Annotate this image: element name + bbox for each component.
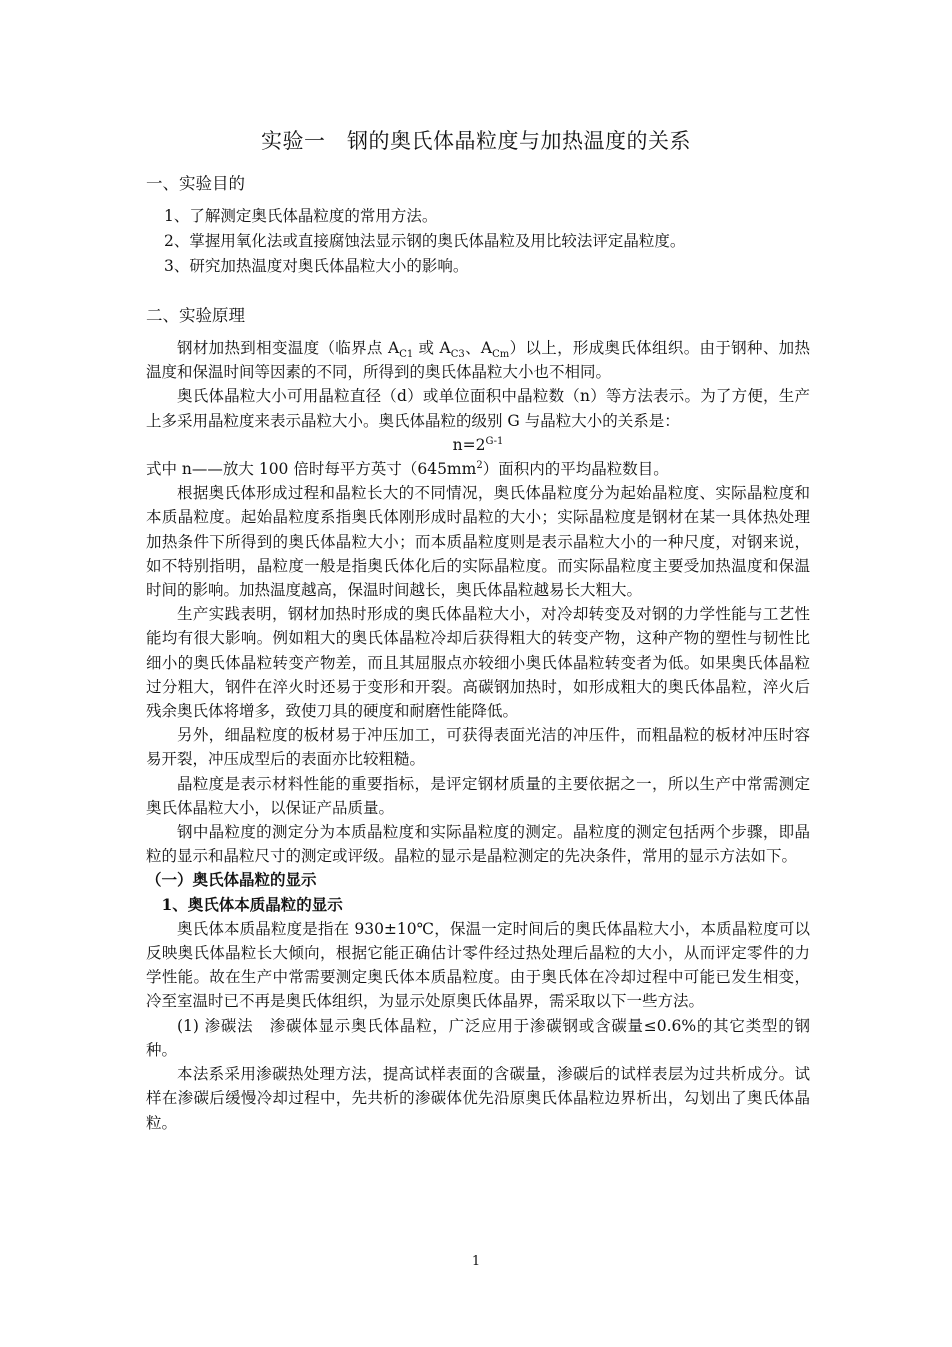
paragraph: (1) 渗碳法 渗碳体显示奥氏体晶粒，广泛应用于渗碳钢或含碳量≤0.6%的其它类型的钢种。 — [146, 1016, 810, 1059]
subscript: C1 — [399, 349, 414, 361]
subscript: C3 — [450, 349, 465, 361]
text-run: 钢材加热到相变温度（临界点 A — [177, 339, 400, 357]
formula-note — [146, 457, 810, 481]
paragraph: 根据奥氏体形成过程和晶粒长大的不同情况，奥氏体晶粒度分为起始晶粒度、实际晶粒度和本质晶粒度。起始晶粒度系指奥氏体刚形成时晶粒的大小；实际晶粒度是钢材在某一具体热处理加热条件下所得到的奥氏体晶粒大小；而本质晶粒度则是表示晶粒大小的一种尺度，对钢来说，如不特别指明，晶粒度一般是指奥氏体化后的实际晶粒度。而实际晶粒度主要受加热温度和保温时间的影响。加热温度越高，保温时间越长，奥氏体晶粒越易长大粗大。 — [146, 484, 810, 600]
paragraph: 奥氏体本质晶粒度是指在 930±10℃，保温一定时间后的奥氏体晶粒大小，本质晶粒度可以反映奥氏体晶粒长大倾向，根据它能正确估计零件经过热处理后晶粒的大小，从而评定零件的力学性能。故在生产中常需要测定奥氏体本质晶粒度。由于奥氏体在冷却过程中可能已发生相变，冷至室温时已不再是奥氏体组织，为显示处原奥氏体晶界，需采取以下一些方法。 — [146, 919, 810, 1011]
list-item: 1、了解测定奥氏体晶粒度的常用方法。 — [164, 207, 438, 225]
paragraph: 晶粒度是表示材料性能的重要指标，是评定钢材质量的主要依据之一，所以生产中常需测定奥氏体晶粒大小，以保证产品质量。 — [146, 774, 810, 817]
text-run: ）以上，形成奥氏体组织。由于钢种、加热温度和保温时间等因素的不同，所得到的奥氏体晶粒大小也不相同。 — [146, 339, 810, 382]
section-body — [146, 336, 810, 1135]
formula — [146, 433, 810, 457]
page-number: 1 — [471, 1254, 481, 1269]
text-run: ）面积内的平均晶粒数目。 — [482, 460, 669, 479]
formula-exponent: G-1 — [485, 435, 504, 447]
paragraph: 另外，细晶粒度的板材易于冲压加工，可获得表面光洁的冲压件，而粗晶粒的板材冲压时容易开裂，冲压成型后的表面亦比较粗糙。 — [146, 726, 810, 769]
formula-base: n=2 — [452, 435, 486, 454]
subscript: Cm — [492, 349, 510, 361]
paragraph: 本法系采用渗碳热处理方法，提高试样表面的含碳量，渗碳后的试样表层为过共析成分。试样在渗碳后缓慢冷却过程中，先共析的渗碳体优先沿原奥氏体晶粒边界析出，勾划出了奥氏体晶粒。 — [146, 1065, 810, 1132]
paragraph: 钢中晶粒度的测定分为本质晶粒度和实际晶粒度的测定。晶粒度的测定包括两个步骤，即晶粒的显示和晶粒尺寸的测定或评级。晶粒的显示是晶粒测定的先决条件，常用的显示方法如下。 — [146, 823, 810, 866]
text-run: 、A — [464, 339, 493, 357]
list-item: 2、掌握用氧化法或直接腐蚀法显示钢的奥氏体晶粒及用比较法评定晶粒度。 — [164, 232, 686, 250]
superscript: 2 — [476, 459, 483, 471]
section-heading-purpose: 一、实验目的 — [146, 174, 245, 193]
paragraph — [146, 336, 810, 384]
page-title: 实验一 钢的奥氏体晶粒度与加热温度的关系 — [261, 129, 691, 153]
section-heading-principle: 二、实验原理 — [146, 306, 245, 325]
text-run: 式中 n——放大 100 倍时每平方英寸（645mm — [146, 460, 477, 479]
text-run: 或 A — [413, 339, 451, 357]
paragraph: 生产实践表明，钢材加热时形成的奥氏体晶粒大小，对冷却转变及对钢的力学性能与工艺性能均有很大影响。例如粗大的奥氏体晶粒冷却后获得粗大的转变产物，这种产物的塑性与韧性比细小的奥氏体晶粒转变产物差，而且其屈服点亦较细小奥氏体晶粒转变者为低。如果奥氏体晶粒过分粗大，钢件在淬火时还易于变形和开裂。高碳钢加热时，如形成粗大的奥氏体晶粒，淬火后残余奥氏体将增多，致使刀具的硬度和耐磨性能降低。 — [146, 605, 810, 721]
list-item: 3、研究加热温度对奥氏体晶粒大小的影响。 — [164, 257, 469, 275]
subsubsection-heading: 1、奥氏体本质晶粒的显示 — [161, 894, 343, 914]
subsection-heading: （一）奥氏体晶粒的显示 — [146, 870, 317, 890]
paragraph: 奥氏体晶粒大小可用晶粒直径（d）或单位面积中晶粒数（n）等方法表示。为了方便，生产上多采用晶粒度来表示晶粒大小。奥氏体晶粒的级别 G 与晶粒大小的关系是： — [146, 387, 810, 430]
